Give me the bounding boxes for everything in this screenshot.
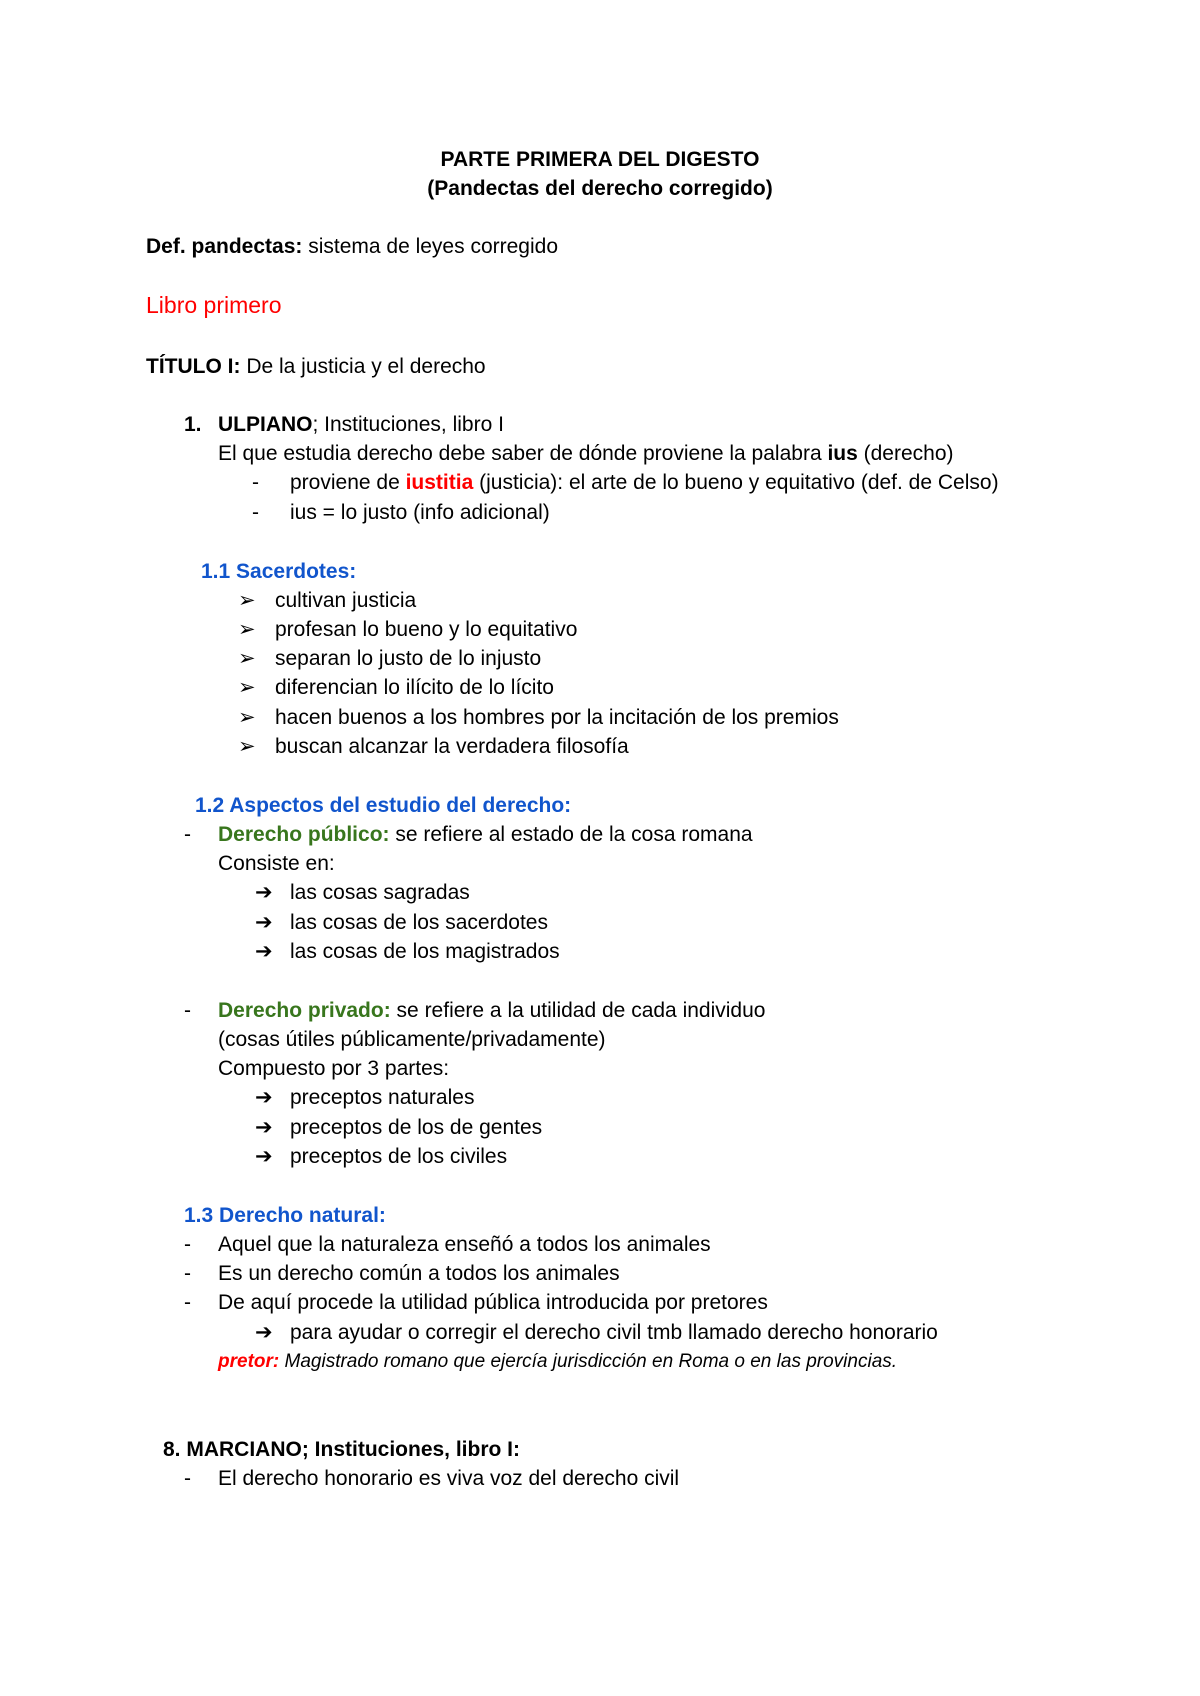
- arrow-bullet-icon: ➔: [255, 1116, 273, 1139]
- section-1-heading: [218, 410, 504, 439]
- arrowhead-bullet-icon: ➢: [238, 706, 256, 729]
- list-item: preceptos naturales: [290, 1086, 475, 1109]
- derecho-publico-label: Derecho público:: [218, 823, 390, 846]
- list-item: diferencian lo ilícito de lo lícito: [275, 676, 554, 699]
- list-item: De aquí procede la utilidad pública introducida por pretores: [218, 1291, 768, 1314]
- book-heading: Libro primero: [146, 292, 282, 318]
- list-item: Es un derecho común a todos los animales: [218, 1262, 620, 1285]
- derecho-publico-text: se refiere al estado de la cosa romana: [389, 823, 753, 846]
- list-item: hacen buenos a los hombres por la incitación de los premios: [275, 706, 839, 729]
- pretor-note: [218, 1347, 897, 1376]
- derecho-publico-line: [218, 820, 753, 849]
- title-label: TÍTULO I:: [146, 355, 241, 378]
- list-item: las cosas sagradas: [290, 881, 470, 904]
- arrowhead-bullet-icon: ➢: [238, 735, 256, 758]
- arrow-bullet-icon: ➔: [255, 1086, 273, 1109]
- consiste-en: Consiste en:: [218, 852, 335, 875]
- section-1-number: 1.: [184, 413, 202, 436]
- pretor-label: pretor:: [218, 1351, 280, 1372]
- derecho-privado-line: [218, 996, 765, 1025]
- bullet-text-end: (justicia): el arte de lo bueno y equitativo (def. de Celso): [473, 471, 999, 494]
- paragraph-text-end: (derecho): [857, 442, 954, 465]
- ius-term: ius: [827, 442, 858, 465]
- paragraph-text: El que estudia derecho debe saber de dónde proviene la palabra: [218, 442, 828, 465]
- list-item: Aquel que la naturaleza enseñó a todos los animales: [218, 1233, 711, 1256]
- dash-marker: -: [184, 1467, 191, 1490]
- bullet-text: proviene de: [290, 471, 406, 494]
- dash-marker: -: [184, 1233, 191, 1256]
- arrowhead-bullet-icon: ➢: [238, 589, 256, 612]
- derecho-privado-label: Derecho privado:: [218, 999, 391, 1022]
- dash-marker: -: [252, 471, 259, 494]
- list-item: las cosas de los magistrados: [290, 940, 560, 963]
- arrow-bullet-icon: ➔: [255, 881, 273, 904]
- dash-marker: -: [184, 1291, 191, 1314]
- document-subtitle: (Pandectas del derecho corregido): [427, 177, 773, 200]
- document-title: PARTE PRIMERA DEL DIGESTO: [440, 148, 760, 171]
- title-line: [146, 352, 486, 381]
- arrow-bullet-icon: ➔: [255, 1145, 273, 1168]
- list-item: profesan lo bueno y lo equitativo: [275, 618, 578, 641]
- list-item: buscan alcanzar la verdadera filosofía: [275, 735, 629, 758]
- list-item: separan lo justo de lo injusto: [275, 647, 542, 670]
- arrow-bullet-icon: ➔: [255, 1321, 273, 1344]
- list-item: las cosas de los sacerdotes: [290, 911, 548, 934]
- derecho-privado-note: (cosas útiles públicamente/privadamente): [218, 1028, 606, 1051]
- arrow-bullet-icon: ➔: [255, 911, 273, 934]
- pretor-definition: Magistrado romano que ejercía jurisdicción en Roma o en las provincias.: [279, 1351, 898, 1372]
- definition-line: [146, 232, 558, 261]
- derecho-privado-text: se refiere a la utilidad de cada individuo: [390, 999, 766, 1022]
- section-1-source: ; Instituciones, libro I: [312, 413, 504, 436]
- section-1-3-heading: 1.3 Derecho natural:: [184, 1204, 386, 1227]
- dash-marker: -: [184, 823, 191, 846]
- arrow-bullet-icon: ➔: [255, 940, 273, 963]
- section-1-1-heading: 1.1 Sacerdotes:: [201, 560, 357, 583]
- dash-marker: -: [252, 501, 259, 524]
- list-item: cultivan justicia: [275, 589, 417, 612]
- definition-text: sistema de leyes corregido: [302, 235, 558, 258]
- section-1-2-heading: 1.2 Aspectos del estudio del derecho:: [195, 794, 572, 817]
- section-1-author: ULPIANO: [218, 413, 313, 436]
- section-1-paragraph: [218, 439, 954, 468]
- section-1-bullet-1: [290, 468, 999, 497]
- dash-marker: -: [184, 1262, 191, 1285]
- title-text: De la justicia y el derecho: [240, 355, 486, 378]
- dash-marker: -: [184, 999, 191, 1022]
- arrowhead-bullet-icon: ➢: [238, 676, 256, 699]
- definition-label: Def. pandectas:: [146, 235, 303, 258]
- section-8-heading: 8. MARCIANO; Instituciones, libro I:: [163, 1438, 521, 1461]
- list-item: para ayudar o corregir el derecho civil tmb llamado derecho honorario: [290, 1321, 938, 1344]
- list-item: preceptos de los de gentes: [290, 1116, 543, 1139]
- arrowhead-bullet-icon: ➢: [238, 618, 256, 641]
- list-item: El derecho honorario es viva voz del derecho civil: [218, 1467, 680, 1490]
- iustitia-term: iustitia: [405, 471, 474, 494]
- list-item: preceptos de los civiles: [290, 1145, 508, 1168]
- compuesto-por: Compuesto por 3 partes:: [218, 1057, 450, 1080]
- section-1-bullet-2: ius = lo justo (info adicional): [290, 501, 550, 524]
- arrowhead-bullet-icon: ➢: [238, 647, 256, 670]
